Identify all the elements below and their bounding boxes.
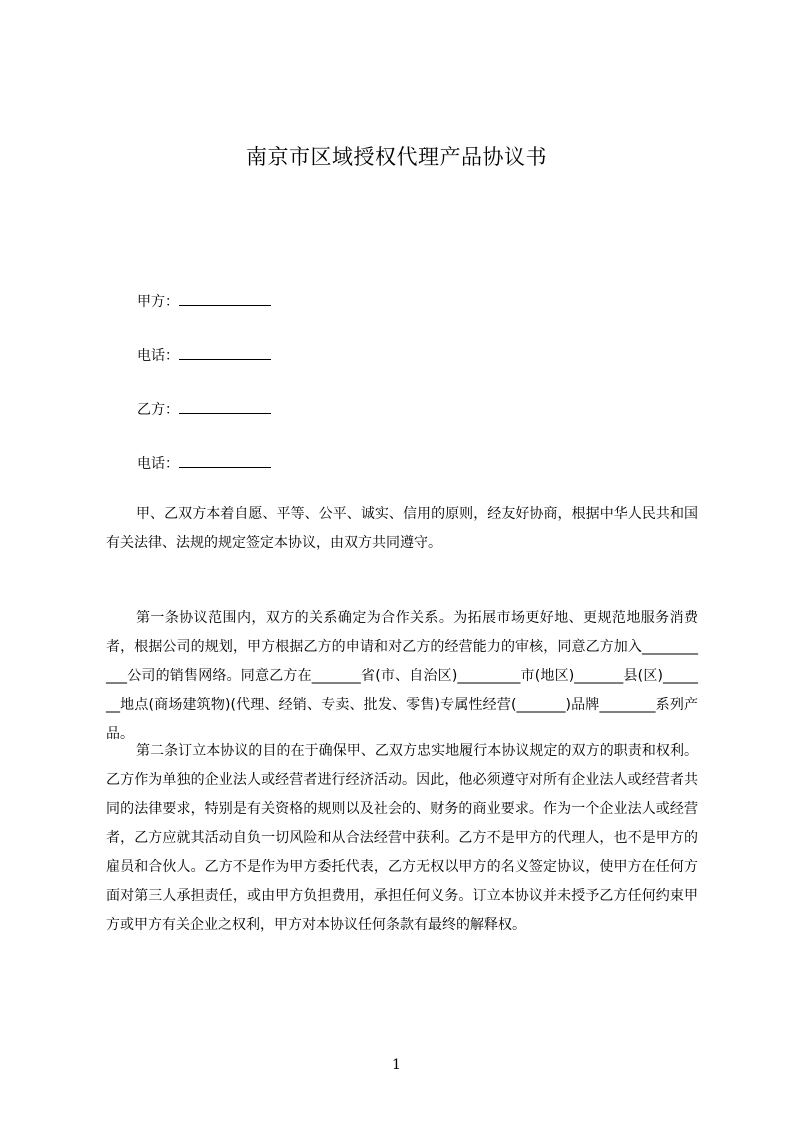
party-a-label: 甲方：: [137, 294, 179, 310]
paragraph-preamble: 甲、乙双方本着自愿、平等、公平、诚实、信用的原则，经友好协商，根据中华人民共和国有关法律、法规的规定签定本协议，由双方共同遵守。: [106, 506, 698, 551]
party-a-phone-blank: [179, 345, 271, 360]
party-b-phone-line: [137, 453, 271, 474]
party-a-phone-label: 电话：: [137, 348, 179, 364]
page-number: 1: [392, 1057, 401, 1073]
party-b-label: 乙方：: [137, 402, 179, 418]
paragraph-article-2: 第二条订立本协议的目的在于确保甲、乙双方忠实地履行本协议规定的双方的职责和权利。乙方作为单独的企业法人或经营者进行经济活动。因此，他必须遵守对所有企业法人或经营者共同的法律要求，特别是有关资格的规则以及社会的、财务的商业要求。作为一个企业法人或经营者，乙方应就其活动自负一切风险和从合法经营中获利。乙方不是甲方的代理人，也不是甲方的雇员和合伙人。乙方不是作为甲方委托代表，乙方无权以甲方的名义签定协议，使甲方在任何方面对第三人承担责任，或由甲方负担费用，承担任何义务。订立本协议并未授予乙方任何约束甲方或甲方有关企业之权利，甲方对本协议任何条款有最终的解释权。: [106, 743, 698, 933]
party-a-line: [137, 291, 271, 312]
paragraph-article-1: 第一条协议范围内，双方的关系确定为合作关系。为拓展市场更好地、更规范地服务消费者，根据公司的规划，甲方根据乙方的申请和对乙方的经营能力的审核，同意乙方加入___________公司的销售网络。同意乙方在_______省(市、自治区)_________市(地区)_______县(区)_______地点(商场建筑物)(代理、经销、专卖、批发、零售)专属性经营(_______)品牌________系列产品。: [106, 610, 698, 742]
party-b-phone-blank: [179, 453, 271, 468]
document-title: 南京市区域授权代理产品协议书: [246, 145, 547, 169]
party-b-line: [137, 399, 271, 420]
party-b-blank: [179, 399, 271, 414]
party-a-phone-line: [137, 345, 271, 366]
party-a-blank: [179, 291, 271, 306]
party-b-phone-label: 电话：: [137, 456, 179, 472]
